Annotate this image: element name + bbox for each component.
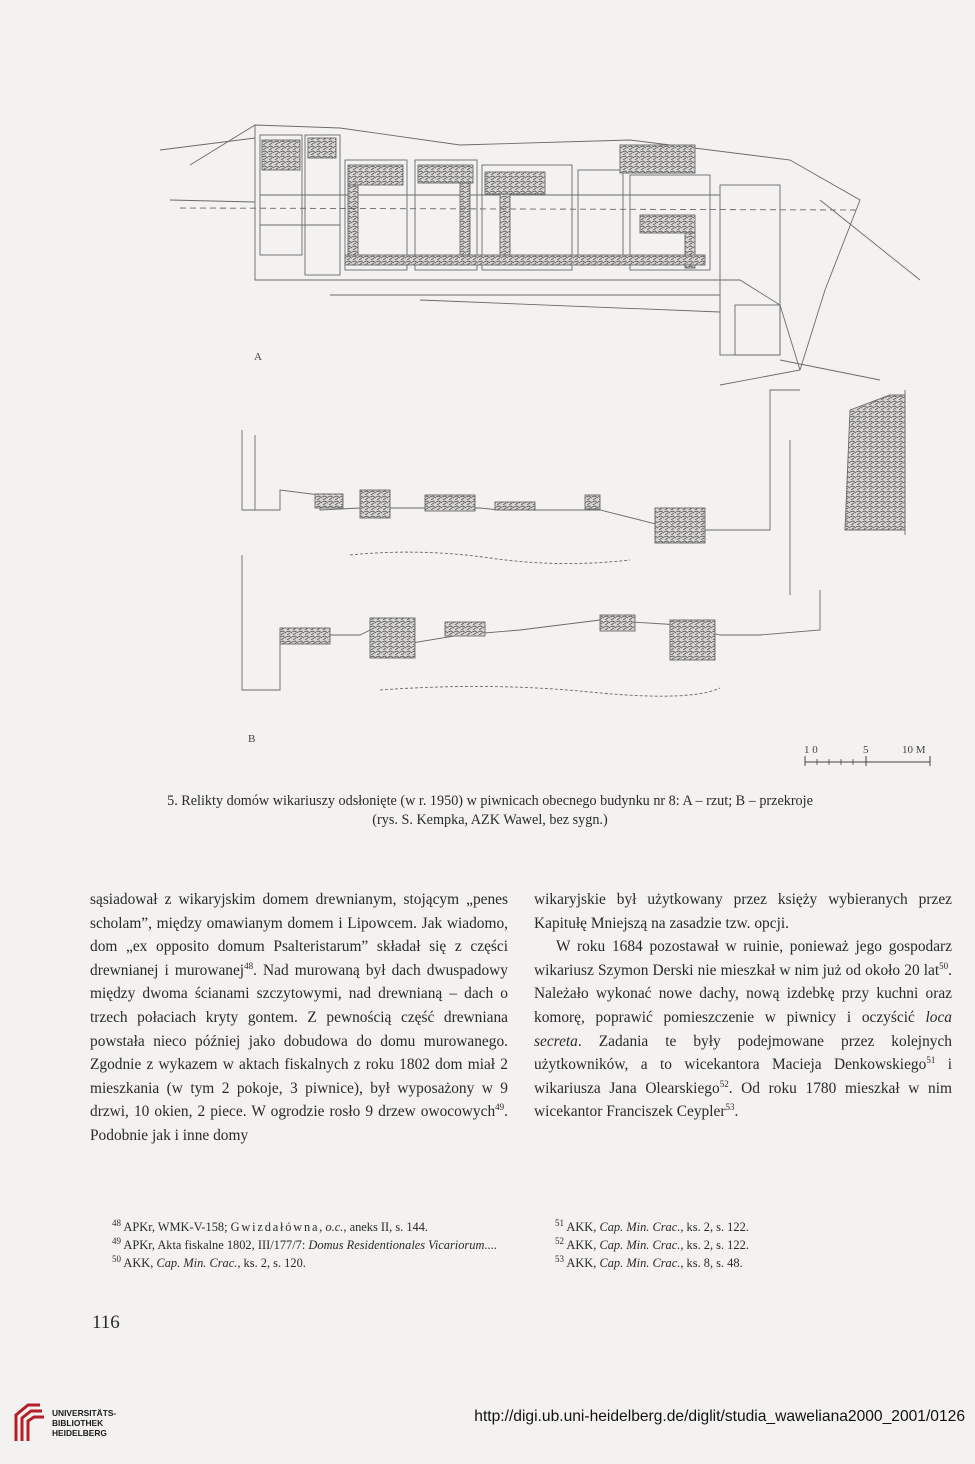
footnote-48 — [90, 1218, 504, 1236]
section-upper — [242, 390, 905, 595]
footnote-50 — [90, 1254, 504, 1272]
footnotes-left — [90, 1218, 504, 1272]
library-logo-icon — [12, 1403, 46, 1443]
footnote-53 — [555, 1254, 935, 1272]
italic-phrase: Cap. Min. Crac. — [599, 1238, 681, 1252]
caption-line-1: 5. Relikty domów wikariuszy odsłonięte (w r. 1950) w piwnicach obecnego budynku nr 8: A – rzut; B – przekroje — [167, 793, 813, 809]
text-run: . Podobnie jak i inne domy — [90, 1103, 508, 1144]
footnote-ref-51: 51 — [926, 1055, 936, 1066]
page-number: 116 — [92, 1312, 120, 1333]
source-url-link[interactable]: http://digi.ub.uni-heidelberg.de/diglit/studia_waweliana2000_2001/0126 — [474, 1408, 965, 1425]
footnote-49 — [90, 1236, 504, 1254]
footnote-number: 51 — [555, 1217, 564, 1228]
footnote-number: 52 — [555, 1235, 564, 1246]
text-run: , aneks II, s. 144. — [343, 1220, 429, 1234]
text-run: APKr, WMK-V-158; — [121, 1220, 231, 1234]
architectural-drawing — [160, 90, 950, 780]
body-column-right — [534, 888, 952, 1124]
logo-line: UNIVERSITÄTS- — [52, 1408, 117, 1418]
body-paragraph: wikaryjskie był użytkowany przez księży wybieranych przez Kapitułę Mniejszą na zasadzie tzw. opcji. — [534, 891, 952, 932]
italic-phrase: Cap. Min. Crac. — [599, 1256, 681, 1270]
body-paragraph — [534, 935, 952, 1124]
italic-phrase: Cap. Min. Crac. — [599, 1220, 681, 1234]
text-run: . — [734, 1103, 739, 1121]
text-run: W roku 1684 pozostawał w ruinie, ponieważ jego gospodarz wikariusz Szymon Derski nie mieszkał w nim już od około 20 lat — [534, 938, 952, 979]
footnote-ref-53: 53 — [725, 1102, 735, 1113]
body-column-left — [90, 888, 508, 1148]
footnote-number: 53 — [555, 1253, 564, 1264]
footnote-number: 48 — [112, 1217, 121, 1228]
footnote-ref-49: 49 — [495, 1102, 505, 1113]
text-run: .... — [484, 1238, 497, 1252]
text-run: AKK, — [121, 1256, 157, 1270]
plan-label-a: A — [254, 351, 262, 363]
text-run: . Nad murowaną był dach dwuspadowy między dwoma ścianami szczytowymi, nad drewnianą – dach o trzech połaciach kryty gontem. Z pewnością część drewniana powstała nieco później jako dobudowa do domu murowanego. Zgodnie z wykazem w aktach fiskalnych z roku 1802 dom miał 2 mieszkania (w tym 2 pokoje, 3 piwnice), był wyposażony w 9 drzwi, 10 okien, 2 piece. W ogrodzie rosło 9 drzew owocowych — [90, 961, 508, 1121]
footnote-51 — [555, 1218, 935, 1236]
footnotes-right — [555, 1218, 935, 1272]
footnote-ref-52: 52 — [719, 1078, 729, 1089]
italic-phrase: Cap. Min. Crac. — [156, 1256, 238, 1270]
figure-caption — [110, 792, 870, 830]
library-logo[interactable] — [12, 1402, 152, 1444]
text-run: , ks. 2, s. 122. — [680, 1220, 749, 1234]
italic-phrase: Domus Residentionales Vicariorum — [308, 1238, 485, 1252]
italic-phrase: loca secreta — [534, 1008, 952, 1050]
text-run: , ks. 2, s. 122. — [680, 1238, 749, 1252]
footnote-number: 49 — [112, 1235, 121, 1246]
library-logo-text — [52, 1408, 116, 1438]
scale-label-0: 1 0 — [804, 744, 818, 756]
section-label-b: B — [248, 733, 256, 745]
text-run: AKK, — [564, 1238, 600, 1252]
text-run: i wikariusza Jana Olearskiego — [534, 1056, 953, 1097]
section-lower — [242, 555, 820, 696]
text-run: APKr, Akta fiskalne 1802, III/177/7: — [121, 1238, 309, 1252]
author-name: Gwizdałówna — [230, 1220, 320, 1234]
body-paragraph — [90, 888, 508, 1148]
text-run: . Zadania te były podejmowane przez kolejnych użytkowników, a to wicekantora Macieja Denkowskiego — [534, 1032, 952, 1074]
text-run: AKK, — [564, 1220, 600, 1234]
text-run: . Należało wykonać nowe dachy, nową izdebkę przy kuchni oraz komorę, poprawić pomieszczenie w piwnicy i oczyścić — [534, 961, 952, 1026]
caption-line-2: (rys. S. Kempka, AZK Wawel, bez sygn.) — [372, 812, 608, 828]
italic-phrase: o.c. — [325, 1220, 344, 1234]
logo-line: BIBLIOTHEK — [52, 1418, 104, 1428]
plan-and-sections-svg — [160, 90, 950, 780]
footnote-ref-48: 48 — [244, 960, 254, 971]
footnote-ref-50: 50 — [939, 960, 949, 971]
scale-label-10: 10 M — [902, 744, 926, 756]
text-run: sąsiadował z wikaryjskim domem drewnianym, stojącym „penes scholam”, między omawianym domem i Lipowcem. Jak wiadomo, dom „ex opposito domum Psalteristarum” składał się z części drewnianej i murowanej — [90, 891, 508, 979]
footnote-52 — [555, 1236, 935, 1254]
text-run: , — [319, 1220, 326, 1234]
plan-a — [160, 125, 920, 385]
scale-label-5: 5 — [863, 744, 869, 756]
text-run: . Od roku 1780 mieszkał w nim wicekantor Franciszek Ceypler — [534, 1079, 952, 1121]
logo-line: HEIDELBERG — [52, 1428, 107, 1438]
scale-bar — [804, 744, 930, 766]
text-run: , ks. 8, s. 48. — [680, 1256, 743, 1270]
text-run: AKK, — [564, 1256, 600, 1270]
footnote-number: 50 — [112, 1253, 121, 1264]
text-run: , ks. 2, s. 120. — [237, 1256, 306, 1270]
